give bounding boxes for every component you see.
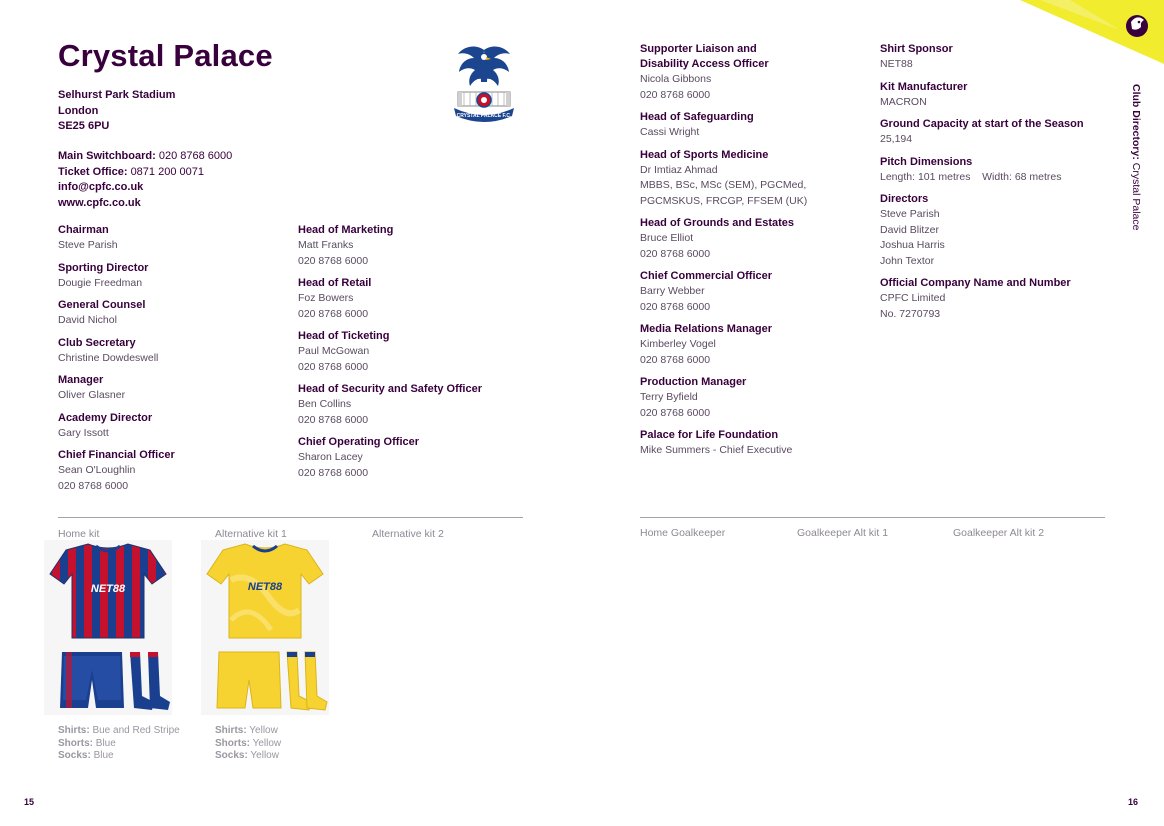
directory-entry <box>58 298 298 329</box>
address-line: SE25 6PU <box>58 120 110 132</box>
ticket-line <box>58 165 232 181</box>
entry-title: Kit Manufacturer <box>880 80 968 93</box>
entry-line: No. 7270793 <box>880 307 941 320</box>
directory-column-4 <box>880 42 1115 329</box>
directory-entry <box>298 329 538 375</box>
svg-text:CRYSTAL PALACE F.C.: CRYSTAL PALACE F.C. <box>456 113 512 119</box>
switchboard-label: Main Switchboard: <box>58 150 156 162</box>
entry-line: Terry Byfield <box>640 391 698 403</box>
socks-label: Socks: <box>215 750 248 761</box>
directory-entry <box>58 336 298 367</box>
entry-title: General Counsel <box>58 299 146 311</box>
home-shirt-sponsor: NET88 <box>90 583 126 595</box>
email-link[interactable]: info@cpfc.co.uk <box>58 181 144 193</box>
entry-line: David Nichol <box>58 314 117 326</box>
socks-label: Socks: <box>58 750 91 761</box>
club-crest-icon <box>450 42 518 128</box>
premier-league-corner <box>1000 0 1164 70</box>
socks-value: Blue <box>93 750 114 761</box>
entry-title: Head of Ticketing <box>298 330 390 342</box>
gk-alt-kit-1-label: Goalkeeper Alt kit 1 <box>797 527 889 539</box>
entry-line: Paul McGowan <box>298 345 370 357</box>
entry-line: Sharon Lacey <box>298 451 363 463</box>
alt1-shorts-line <box>215 738 281 751</box>
entry-line: Sean O'Loughlin <box>58 464 136 476</box>
entry-line: Cassi Wright <box>640 126 700 138</box>
directory-entry <box>58 373 298 404</box>
divider-left <box>58 517 523 518</box>
alt1-shorts <box>217 652 281 708</box>
entry-title: Directors <box>880 193 929 205</box>
directory-entry <box>880 80 1115 111</box>
entry-line: Foz Bowers <box>298 292 354 304</box>
directory-entry <box>58 223 298 254</box>
alt1-socks-line <box>215 750 281 763</box>
page-number-right: 16 <box>1128 797 1139 807</box>
entry-line: Ben Collins <box>298 398 352 410</box>
address-line: London <box>58 104 99 117</box>
entry-line: 020 8768 6000 <box>298 254 369 267</box>
entry-title: Head of Security and Safety Officer <box>298 383 482 395</box>
divider-right <box>640 517 1105 518</box>
entry-line: Bruce Elliot <box>640 232 694 244</box>
directory-entry <box>640 216 880 262</box>
entry-line: 020 8768 6000 <box>640 247 711 260</box>
entry-title: Club Secretary <box>58 336 136 349</box>
entry-title: Manager <box>58 374 104 386</box>
entry-line: Nicola Gibbons <box>640 73 712 85</box>
entry-title: Head of Grounds and Estates <box>640 217 795 229</box>
alt-kit-1-label: Alternative kit 1 <box>215 528 287 540</box>
home-socks-line <box>58 750 180 763</box>
entry-title: Academy Director <box>58 411 153 424</box>
entry-line: Barry Webber <box>640 285 705 297</box>
side-section-title <box>1130 84 1142 230</box>
club-contact <box>58 149 232 211</box>
entry-line: MACRON <box>880 95 927 108</box>
directory-entry <box>640 428 880 459</box>
directory-entry <box>58 261 298 292</box>
directory-entry <box>640 375 880 421</box>
directory-entry <box>640 322 880 368</box>
entry-line: Steve Parish <box>880 208 940 220</box>
ticket-label: Ticket Office: <box>58 165 128 178</box>
socks-value: Yellow <box>250 750 279 761</box>
entry-title: Chief Commercial Officer <box>640 270 773 282</box>
directory-column-2 <box>298 223 538 488</box>
entry-line: 020 8768 6000 <box>640 88 711 101</box>
directory-entry <box>298 276 538 322</box>
entry-line: PGCMSKUS, FRCGP, FFSEM (UK) <box>640 194 808 207</box>
alt1-shirt-sponsor: NET88 <box>247 581 283 593</box>
entry-title: Official Company Name and Number <box>880 277 1071 289</box>
entry-line: 25,194 <box>880 133 913 145</box>
directory-entry <box>298 223 538 269</box>
entry-line: 020 8768 6000 <box>298 466 369 479</box>
alt-kit-1-image <box>201 540 329 715</box>
shirts-label: Shirts: <box>215 725 247 736</box>
directory-entry <box>640 148 880 210</box>
entry-title: Head of Retail <box>298 277 372 289</box>
entry-line: 020 8768 6000 <box>640 353 711 366</box>
address-line: Selhurst Park Stadium <box>58 89 176 101</box>
side-title-bold: Club Directory: <box>1130 84 1142 160</box>
directory-entry <box>298 435 538 481</box>
entry-line: 020 8768 6000 <box>640 406 711 419</box>
entry-title-continued: Disability Access Officer <box>640 58 769 70</box>
directory-entry <box>880 276 1115 322</box>
entry-line: David Blitzer <box>880 223 939 236</box>
entry-line: Christine Dowdeswell <box>58 351 159 364</box>
entry-title: Ground Capacity at start of the Season <box>880 118 1084 130</box>
entry-line: Oliver Glasner <box>58 389 126 401</box>
entry-line: 020 8768 6000 <box>58 479 129 492</box>
directory-column-3 <box>640 42 880 466</box>
alt-kit-1-description <box>215 725 281 763</box>
shorts-label: Shorts: <box>58 737 93 749</box>
side-title-club: Crystal Palace <box>1130 162 1142 231</box>
alt1-shirts-line <box>215 725 281 738</box>
entry-line: Steve Parish <box>58 239 118 251</box>
directory-entry <box>58 411 298 442</box>
ticket-number: 0871 200 0071 <box>130 165 204 178</box>
club-name: Crystal Palace <box>58 38 273 73</box>
home-kit-description <box>58 725 180 763</box>
entry-title: Sporting Director <box>58 261 149 274</box>
shirts-label: Shirts: <box>58 725 90 736</box>
entry-title: Chief Operating Officer <box>298 436 420 448</box>
entry-line: Mike Summers - Chief Executive <box>640 444 793 456</box>
website-link[interactable]: www.cpfc.co.uk <box>58 196 141 209</box>
shirts-value: Yellow <box>249 725 278 736</box>
entry-line: 020 8768 6000 <box>298 307 369 320</box>
entry-line: Dr Imtiaz Ahmad <box>640 163 718 176</box>
entry-line: Matt Franks <box>298 239 354 251</box>
club-address <box>58 88 175 135</box>
entry-title: Head of Safeguarding <box>640 111 754 123</box>
entry-title: Chairman <box>58 224 109 236</box>
directory-entry <box>640 42 880 103</box>
directory-entry <box>880 155 1115 186</box>
entry-line: MBBS, BSc, MSc (SEM), PGCMed, <box>640 179 807 191</box>
entry-title: Production Manager <box>640 376 747 388</box>
entry-line: NET88 <box>880 58 913 70</box>
directory-column-1 <box>58 223 298 501</box>
entry-line: CPFC Limited <box>880 292 946 304</box>
page-number-left: 15 <box>24 797 35 807</box>
switchboard-line <box>58 149 232 165</box>
shorts-value: Blue <box>95 737 116 749</box>
entry-line: Gary Issott <box>58 426 109 439</box>
entry-line: 020 8768 6000 <box>640 300 711 313</box>
entry-title: Head of Marketing <box>298 224 394 236</box>
entry-title: Supporter Liaison and <box>640 43 757 55</box>
shirts-value: Bue and Red Stripe <box>92 725 180 736</box>
gk-alt-kit-2-label: Goalkeeper Alt kit 2 <box>953 527 1045 539</box>
shorts-value: Yellow <box>252 737 282 749</box>
entry-title: Chief Financial Officer <box>58 449 175 461</box>
home-kit-label: Home kit <box>58 528 100 540</box>
entry-line: Length: 101 metres Width: 68 metres <box>880 170 1062 183</box>
entry-line: 020 8768 6000 <box>298 360 369 373</box>
entry-title: Palace for Life Foundation <box>640 429 779 441</box>
entry-line: Kimberley Vogel <box>640 338 716 350</box>
directory-entry <box>640 110 880 141</box>
home-shirts-line <box>58 725 180 738</box>
home-shorts-line <box>58 738 180 751</box>
gk-home-kit-label: Home Goalkeeper <box>640 527 726 539</box>
entry-title: Media Relations Manager <box>640 323 773 335</box>
entry-title: Head of Sports Medicine <box>640 148 769 161</box>
entry-line: Joshua Harris <box>880 239 945 251</box>
directory-entry <box>58 448 298 494</box>
home-kit-image <box>44 540 172 715</box>
switchboard-number: 020 8768 6000 <box>158 150 233 162</box>
entry-title: Shirt Sponsor <box>880 43 953 55</box>
alt-kit-2-label: Alternative kit 2 <box>372 528 444 540</box>
directory-entry <box>640 269 880 315</box>
shorts-label: Shorts: <box>215 737 250 749</box>
directory-entry <box>298 382 538 428</box>
premier-league-lion-icon <box>1126 15 1148 37</box>
directory-entry <box>880 192 1115 269</box>
entry-line: Dougie Freedman <box>58 276 143 289</box>
entry-line: John Textor <box>880 254 935 267</box>
entry-line: 020 8768 6000 <box>298 413 369 426</box>
directory-entry <box>880 117 1115 148</box>
entry-title: Pitch Dimensions <box>880 155 973 168</box>
